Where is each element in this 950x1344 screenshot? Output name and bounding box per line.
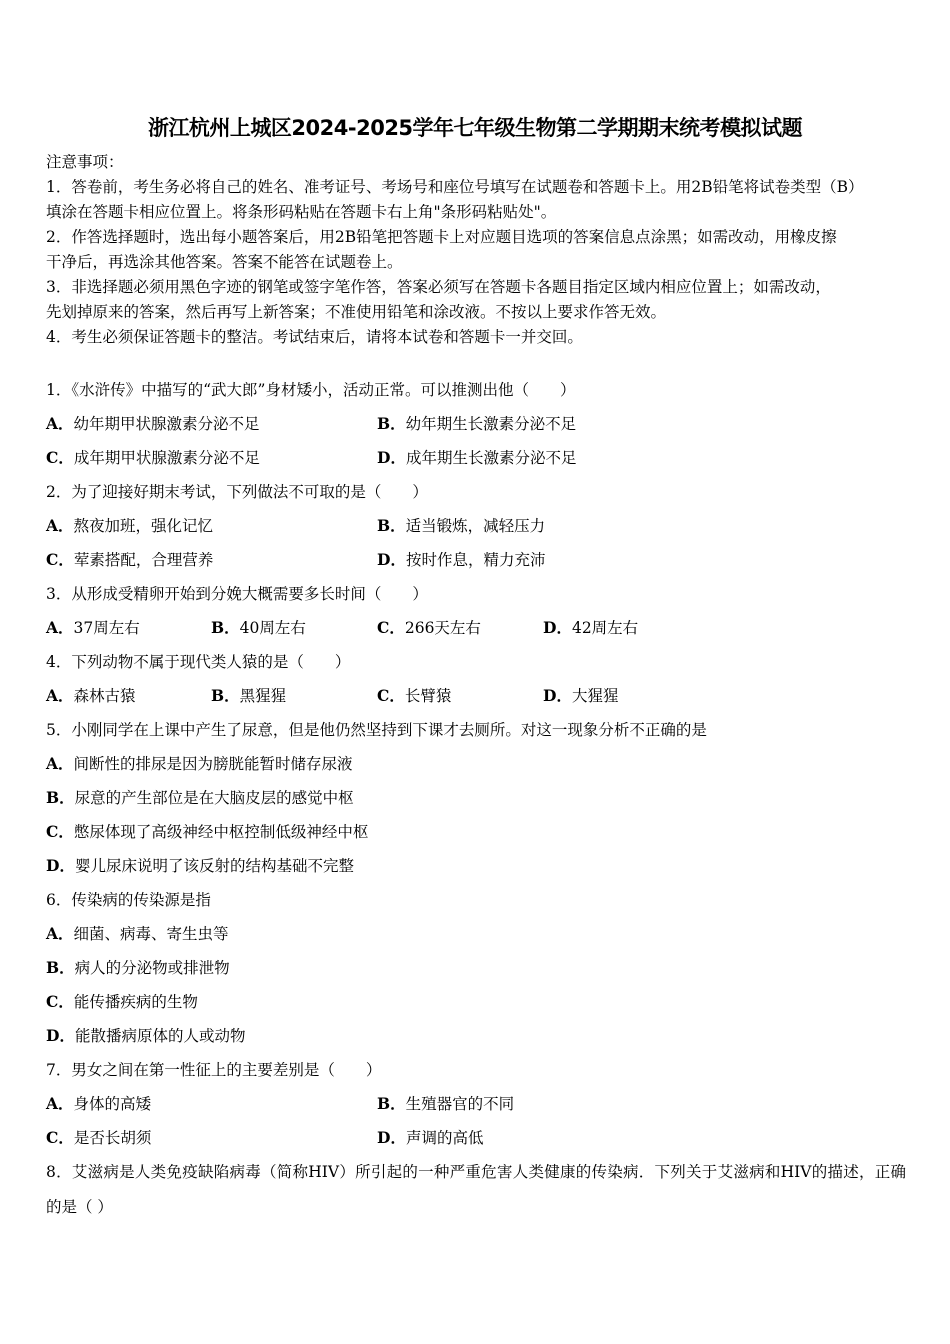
- option-row: [46, 679, 906, 713]
- option-letter: D．: [46, 856, 75, 875]
- option-letter: A．: [46, 1094, 74, 1113]
- option: [377, 1087, 514, 1121]
- option-letter: B．: [377, 1094, 406, 1113]
- option-text: 能传播疾病的生物: [73, 993, 198, 1011]
- option-text: 成年期甲状腺激素分泌不足: [73, 449, 260, 467]
- option: [543, 679, 618, 713]
- option-text: 适当锻炼，减轻压力: [405, 517, 546, 535]
- option-row: [46, 441, 906, 475]
- option-letter: A．: [46, 414, 74, 433]
- option-text: 幼年期甲状腺激素分泌不足: [73, 415, 260, 433]
- option-letter: D．: [377, 448, 406, 467]
- option-letter: C．: [46, 992, 74, 1011]
- option-letter: C．: [377, 686, 405, 705]
- option: [46, 951, 230, 985]
- option-letter: B．: [46, 788, 75, 807]
- option-letter: D．: [543, 686, 572, 705]
- option-text: 幼年期生长激素分泌不足: [405, 415, 577, 433]
- option-letter: D．: [377, 1128, 406, 1147]
- option-text: 大猩猩: [571, 687, 619, 705]
- option: [46, 679, 136, 713]
- option: [46, 849, 354, 883]
- question-stem: 1．《水浒传》中描写的“武大郎”身材矮小，活动正常。可以推测出他（ ）: [46, 381, 576, 399]
- option-letter: C．: [46, 822, 74, 841]
- option-text: 37周左右: [73, 619, 140, 637]
- option-row: [46, 611, 906, 645]
- option: [46, 407, 260, 441]
- option-text: 间断性的排尿是因为膀胱能暂时储存尿液: [73, 755, 353, 773]
- question-stem: 3．从形成受精卵开始到分娩大概需要多长时间（ ）: [46, 585, 428, 603]
- question-stem: 8．艾滋病是人类免疫缺陷病毒（简称HIV）所引起的一种严重危害人类健康的传染病．下列关于艾滋病和HIV的描述，正确的是（ ）: [46, 1163, 906, 1216]
- notice-line: 干净后，再选涂其他答案。答案不能答在试题卷上。: [46, 253, 403, 271]
- option: [46, 747, 353, 781]
- option-letter: C．: [377, 618, 405, 637]
- option: [377, 611, 481, 645]
- question-stem: 5．小刚同学在上课中产生了尿意，但是他仍然坚持到下课才去厕所。对这一现象分析不正确的是: [46, 721, 707, 739]
- option-letter: D．: [377, 550, 406, 569]
- option-text: 黑猩猩: [239, 687, 287, 705]
- question-stem: 6．传染病的传染源是指: [46, 891, 211, 909]
- option-text: 森林古猿: [73, 687, 136, 705]
- option-letter: B．: [46, 958, 75, 977]
- option-text: 憋尿体现了高级神经中枢控制低级神经中枢: [73, 823, 369, 841]
- option: [377, 679, 451, 713]
- notice-line: 2．作答选择题时，选出每小题答案后，用2B铅笔把答题卡上对应题目选项的答案信息点涂黑；如需改动，用橡皮擦: [46, 228, 837, 246]
- option: [377, 441, 576, 475]
- option-text: 生殖器官的不同: [405, 1095, 515, 1113]
- option-text: 细菌、病毒、寄生虫等: [73, 925, 229, 943]
- option-text: 熬夜加班，强化记忆: [73, 517, 214, 535]
- notice-line: 3．非选择题必须用黑色字迹的钢笔或签字笔作答，答案必须写在答题卡各题目指定区域内相应位置上；如需改动，: [46, 278, 831, 296]
- option: [46, 1087, 151, 1121]
- option: [377, 1121, 483, 1155]
- question-stem: 4．下列动物不属于现代类人猿的是（ ）: [46, 653, 351, 671]
- option: [377, 509, 545, 543]
- option-letter: A．: [46, 686, 74, 705]
- option-letter: B．: [211, 618, 240, 637]
- option-letter: C．: [46, 550, 74, 569]
- question-stem: 2．为了迎接好期末考试，下列做法不可取的是（ ）: [46, 483, 428, 501]
- question-stem: 7．男女之间在第一性征上的主要差别是（ ）: [46, 1061, 382, 1079]
- option-letter: A．: [46, 924, 74, 943]
- notice-line: 4．考生必须保证答题卡的整洁。考试结束后，请将本试卷和答题卡一并交回。: [46, 328, 583, 346]
- option-row: [46, 917, 906, 951]
- option: [46, 1019, 245, 1053]
- option: [46, 1121, 151, 1155]
- option-letter: A．: [46, 516, 74, 535]
- option: [46, 985, 198, 1019]
- notice-line: 1．答卷前，考生务必将自己的姓名、准考证号、考场号和座位号填写在试题卷和答题卡上。用2B铅笔将试卷类型（B）: [46, 178, 864, 196]
- option: [211, 679, 286, 713]
- option-row: [46, 815, 906, 849]
- option: [46, 917, 229, 951]
- option-row: [46, 543, 906, 577]
- option-text: 尿意的产生部位是在大脑皮层的感觉中枢: [74, 789, 354, 807]
- option: [46, 815, 368, 849]
- option-row: [46, 951, 906, 985]
- notice-heading: 注意事项：: [46, 153, 124, 171]
- option-row: [46, 781, 906, 815]
- option-letter: A．: [46, 618, 74, 637]
- option: [211, 611, 306, 645]
- option-row: [46, 1087, 906, 1121]
- notice-section: [46, 150, 906, 350]
- option: [46, 441, 260, 475]
- option-letter: A．: [46, 754, 74, 773]
- notice-line: 填涂在答题卡相应位置上。将条形码粘贴在答题卡右上角"条形码粘贴处"。: [46, 203, 557, 221]
- notice-line: 先划掉原来的答案，然后再写上新答案；不准使用铅笔和涂改液。不按以上要求作答无效。: [46, 303, 667, 321]
- option-row: [46, 407, 906, 441]
- option: [46, 781, 354, 815]
- option-letter: B．: [377, 516, 406, 535]
- option-text: 是否长胡须: [73, 1129, 152, 1147]
- option-letter: B．: [211, 686, 240, 705]
- option-text: 成年期生长激素分泌不足: [405, 449, 577, 467]
- option-text: 40周左右: [239, 619, 306, 637]
- option: [377, 543, 545, 577]
- option-text: 42周左右: [571, 619, 639, 637]
- option-letter: C．: [46, 448, 74, 467]
- option-text: 身体的高矮: [73, 1095, 152, 1113]
- option-row: [46, 849, 906, 883]
- option-row: [46, 747, 906, 781]
- option-text: 荤素搭配，合理营养: [73, 551, 214, 569]
- option-letter: B．: [377, 414, 406, 433]
- option-text: 长臂猿: [404, 687, 452, 705]
- option: [377, 407, 576, 441]
- option-text: 婴儿尿床说明了该反射的结构基础不完整: [74, 857, 354, 875]
- option-letter: D．: [543, 618, 572, 637]
- option-row: [46, 1121, 906, 1155]
- option: [46, 509, 213, 543]
- question-list: [46, 373, 906, 1225]
- option-text: 按时作息，精力充沛: [405, 551, 546, 569]
- option-text: 病人的分泌物或排泄物: [74, 959, 230, 977]
- option-text: 能散播病原体的人或动物: [74, 1027, 246, 1045]
- option-row: [46, 509, 906, 543]
- option: [543, 611, 638, 645]
- option-row: [46, 1019, 906, 1053]
- option-row: [46, 985, 906, 1019]
- option: [46, 543, 213, 577]
- option-text: 266天左右: [404, 619, 481, 637]
- option-text: 声调的高低: [405, 1129, 484, 1147]
- option-letter: C．: [46, 1128, 74, 1147]
- page-title: 浙江杭州上城区2024-2025学年七年级生物第二学期期末统考模拟试题: [147, 116, 803, 140]
- option: [46, 611, 140, 645]
- option-letter: D．: [46, 1026, 75, 1045]
